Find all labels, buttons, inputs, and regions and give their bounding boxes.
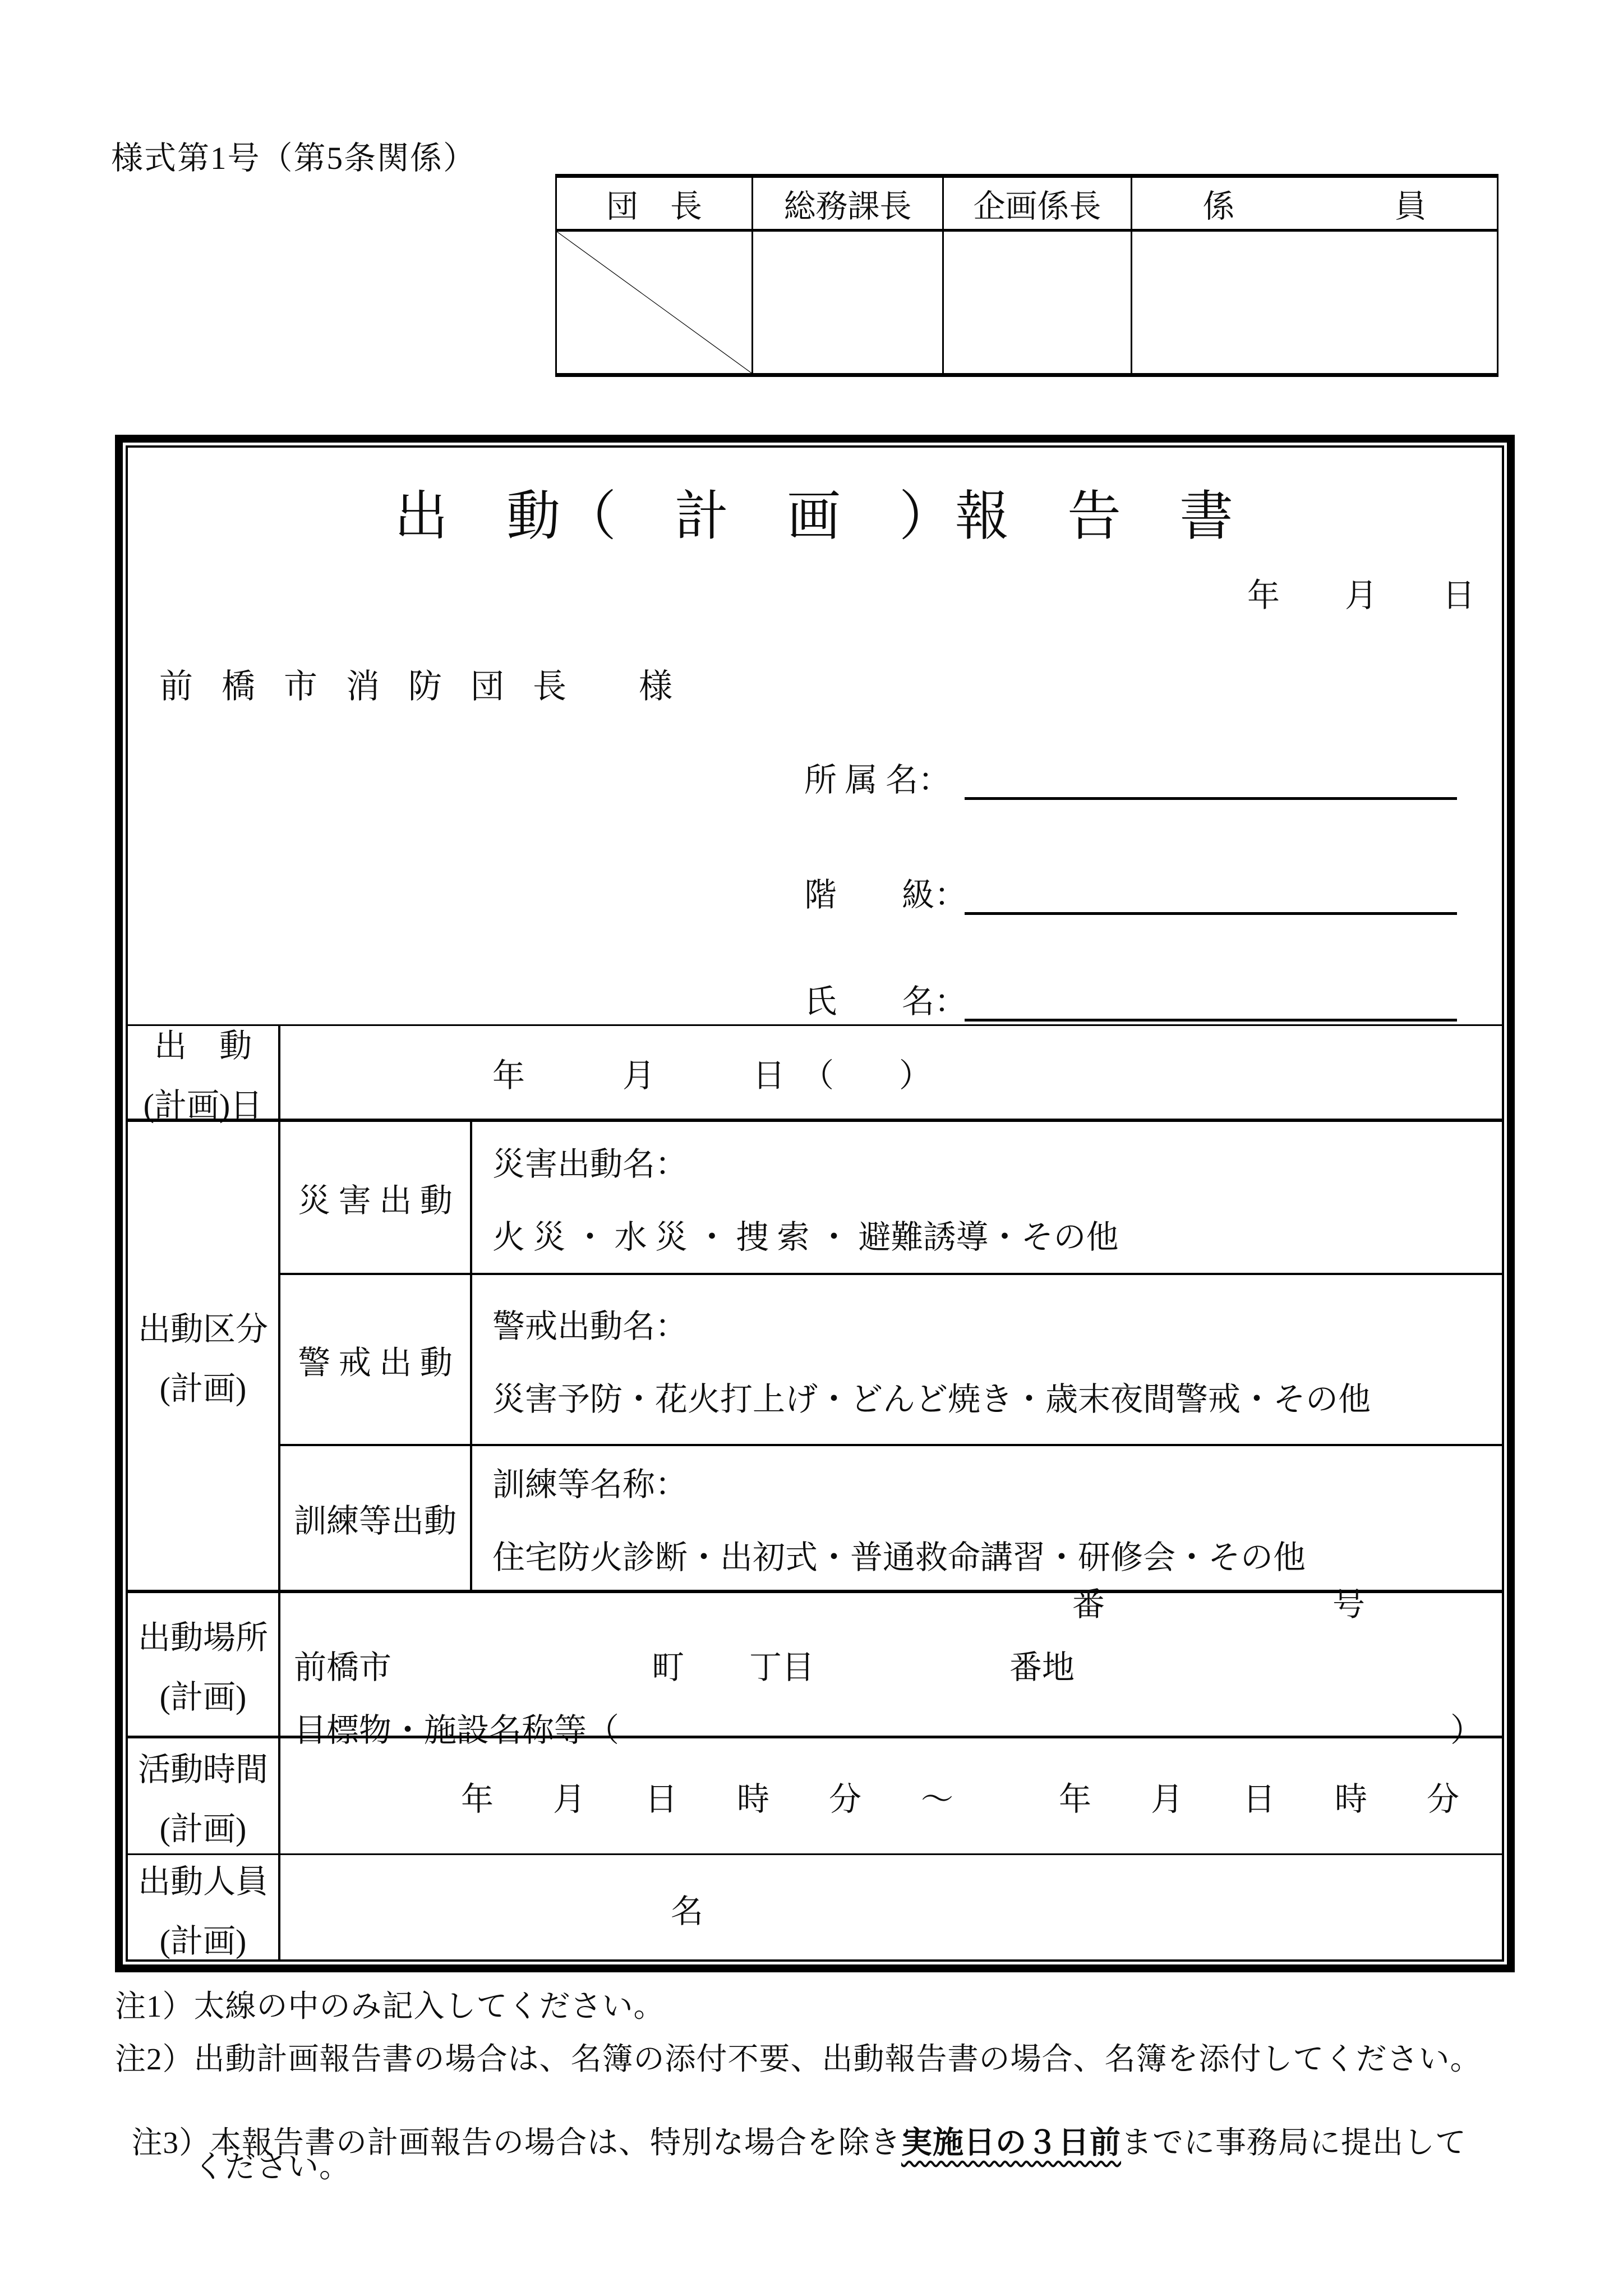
time-label-line2: (計画) — [159, 1810, 247, 1847]
name-label: 氏 名： — [804, 983, 967, 1020]
time-label-line1: 活動時間 — [137, 1751, 268, 1788]
form-number: 様式第1号（第5条関係） — [111, 141, 476, 176]
watch-dispatch-type-label: 警 戒 出 動 — [298, 1344, 453, 1381]
category-row-disaster-detail — [472, 1119, 1502, 1273]
category-label-line2: (計画) — [159, 1370, 247, 1407]
time-value-cell — [280, 1736, 1502, 1853]
category-label-line1: 出動区分 — [137, 1311, 268, 1347]
location-landmark-close: ） — [1450, 1712, 1483, 1749]
training-dispatch-type-label: 訓練等出動 — [293, 1503, 457, 1539]
approval-header-somu-kacho: 総務課長 — [753, 178, 944, 232]
diagonal-strike-line — [557, 232, 751, 373]
addressee-line: 前 橋 市 消 防 団 長 様 — [159, 668, 683, 705]
category-row-disaster-type — [280, 1119, 472, 1273]
approval-cell-kikaku-kakaricho — [944, 232, 1132, 373]
disaster-dispatch-type-label: 災 害 出 動 — [298, 1182, 453, 1219]
footnote-3-continuation: ください。 — [193, 2150, 351, 2184]
approval-stamp-table — [555, 174, 1498, 377]
personnel-label — [128, 1853, 280, 1962]
category-row-watch-detail — [472, 1273, 1502, 1444]
location-label-line2: (計画) — [159, 1679, 247, 1715]
category-row-training-type — [280, 1444, 472, 1590]
location-ban-go-line: 番 号 — [1072, 1586, 1366, 1623]
approval-header-kakarin: 係 員 — [1132, 178, 1497, 232]
dispatch-date-label-line1: 出 動 — [154, 1027, 252, 1064]
time-label — [128, 1736, 280, 1853]
report-title: 出 動（ 計 画 ）報 告 書 — [394, 486, 1235, 546]
approval-cell-dancho — [557, 232, 753, 373]
personnel-label-line1: 出動人員 — [137, 1864, 268, 1900]
report-frame — [115, 435, 1515, 1972]
personnel-value-cell — [280, 1853, 1502, 1962]
approval-cell-kakarin — [1132, 232, 1497, 373]
footnote-3-prefix: 注3）本報告書の計画報告の場合は、特別な場合を除き — [131, 2125, 902, 2160]
location-address-line: 前橋市 町 丁目 番地 — [294, 1649, 1075, 1686]
category-label — [128, 1119, 280, 1590]
location-label-line1: 出動場所 — [137, 1619, 268, 1656]
report-date-blank: 年 月 日 — [1247, 577, 1475, 614]
dispatch-date-blanks: 年 月 日 （ ） — [492, 1057, 932, 1094]
location-value-cell — [280, 1586, 1502, 1749]
report-table — [128, 1024, 1502, 1959]
disaster-options: 火 災 ・ 水 災 ・ 捜 索 ・ 避難誘導・その他 — [492, 1218, 1119, 1255]
approval-cell-somu-kacho — [753, 232, 944, 373]
footnote-1: 注1）太線の中のみ記入してください。 — [115, 1989, 665, 2023]
rank-label: 階 級： — [804, 877, 967, 913]
report-frame-inner — [126, 445, 1504, 1962]
footnote-2: 注2）出動計画報告書の場合は、名簿の添付不要、出動報告書の場合、名簿を添付してください。 — [115, 2042, 1482, 2076]
watch-options: 災害予防・花火打上げ・どんど焼き・歳末夜間警戒・その他 — [492, 1381, 1371, 1418]
location-label — [128, 1590, 280, 1736]
affiliation-write-line — [965, 797, 1457, 800]
location-landmark-open: 目標物・施設名称等（ — [294, 1712, 620, 1749]
affiliation-label: 所 属 名： — [804, 762, 951, 798]
training-name-label: 訓練等名称： — [492, 1466, 688, 1503]
footnote-3-suffix: までに事務局に提出して — [1121, 2125, 1467, 2160]
watch-name-label: 警戒出動名： — [492, 1308, 688, 1345]
personnel-label-line2: (計画) — [159, 1923, 247, 1959]
training-options: 住宅防火診断・出初式・普通救命講習・研修会・その他 — [492, 1539, 1306, 1576]
dispatch-date-label-line2: (計画)日 — [143, 1087, 263, 1124]
approval-header-kikaku-kakaricho: 企画係長 — [944, 178, 1132, 232]
disaster-name-label: 災害出動名： — [492, 1145, 688, 1182]
approval-header-dancho: 団 長 — [557, 178, 753, 232]
name-write-line — [965, 1019, 1457, 1022]
footnote-3-deadline-emphasis: 実施日の３日前 — [901, 2125, 1122, 2160]
personnel-unit: 名 — [671, 1893, 704, 1930]
dispatch-date-label — [128, 1026, 280, 1124]
category-row-training-detail — [472, 1444, 1502, 1590]
rank-write-line — [965, 912, 1457, 915]
time-blanks: 年 月 日 時 分 ～ 年 月 日 時 分 — [461, 1780, 1473, 1818]
category-row-watch-type — [280, 1273, 472, 1444]
dispatch-date-value-cell — [280, 1026, 1502, 1119]
